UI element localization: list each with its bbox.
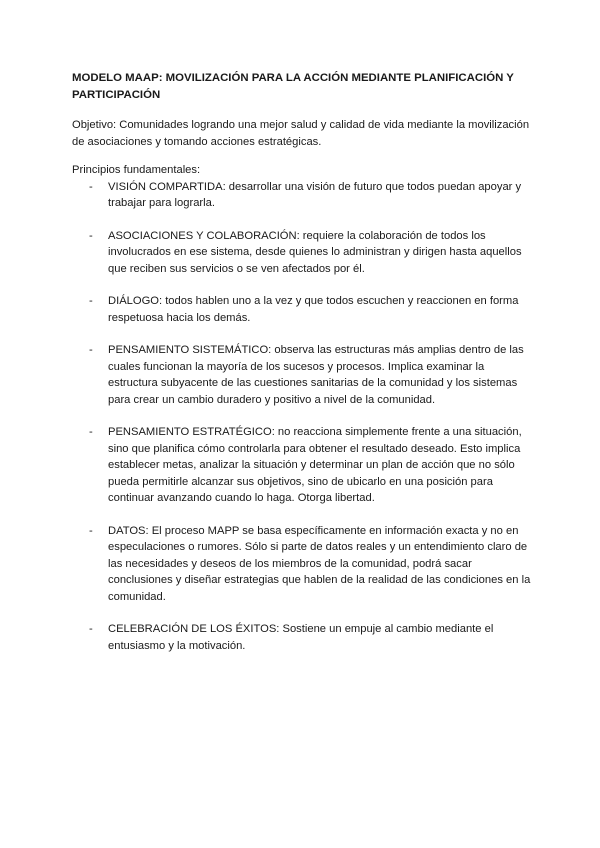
principle-pensamiento-sistematico bbox=[72, 342, 534, 408]
bullet-dash: - bbox=[89, 344, 93, 356]
bullet-dash: - bbox=[89, 524, 93, 537]
principle-text: PENSAMIENTO SISTEMÁTICO: observa las estructuras más amplias dentro de las cuales funcionan la mayoría de los sucesos y procesos. Implica examinar la estructura subyacente de las cuestiones sanitarias de la comunidad y los sistemas para crear un cambio duradero y positivo a nivel de la comunidad. bbox=[108, 344, 524, 406]
principle-pensamiento-estrategico bbox=[72, 424, 534, 507]
bullet-dash: - bbox=[89, 426, 93, 438]
principle-text: PENSAMIENTO ESTRATÉGICO: no reacciona simplemente frente a una situación, sino que planifica cómo controlarla para obtener el resultado deseado. Esto implica establecer metas, analizar la situación y determinar un plan de acción que no sólo pueda permitirle alcanzar sus objetivos, sino de ubicarlo en una posición para continuar avanzando cuando lo haga. Otorga libertad. bbox=[108, 426, 522, 504]
principles-heading: Principios fundamentales: bbox=[72, 164, 201, 176]
principle-text: CELEBRACIÓN DE LOS ÉXITOS: Sostiene un empuje al cambio mediante el entusiasmo y la motivación. bbox=[108, 623, 494, 652]
principle-text: VISIÓN COMPARTIDA: desarrollar una visión de futuro que todos puedan apoyar y trabajar para lograrla. bbox=[108, 180, 522, 209]
bullet-dash: - bbox=[89, 229, 93, 242]
bullet-dash: - bbox=[89, 623, 93, 635]
objective-paragraph: Objetivo: Comunidades logrando una mejor salud y calidad de vida mediante la movilización de asociaciones y tomando acciones estratégicas. bbox=[72, 119, 530, 148]
principle-text: ASOCIACIONES Y COLABORACIÓN: requiere la colaboración de todos los involucrados en ese sistema, desde quienes lo administran y dirigen hasta aquellos que reciben sus servicios o se ven afectados por él. bbox=[108, 229, 522, 275]
principle-text: DIÁLOGO: todos hablen uno a la vez y que todos escuchen y reaccionen en forma respetuosa hacia los demás. bbox=[108, 295, 519, 324]
principle-vision-compartida bbox=[72, 179, 534, 212]
principle-celebracion-exitos bbox=[72, 621, 534, 654]
principles-list bbox=[72, 179, 534, 655]
bullet-dash: - bbox=[89, 295, 93, 307]
principle-asociaciones bbox=[72, 228, 534, 278]
bullet-dash: - bbox=[89, 180, 93, 193]
document-title: MODELO MAAP: MOVILIZACIÓN PARA LA ACCIÓN MEDIANTE PLANIFICACIÓN Y PARTICIPACIÓN bbox=[72, 72, 514, 101]
document-body bbox=[72, 70, 534, 670]
principle-text: DATOS: El proceso MAPP se basa específicamente en información exacta y no en especulaciones o rumores. Sólo si parte de datos reales y un entendimiento claro de las necesidades y deseos de los miembros de la comunidad, podrá sacar conclusiones y diseñar estrategias que hablen de la realidad de las condiciones en la comunidad. bbox=[108, 524, 531, 603]
principle-dialogo bbox=[72, 293, 534, 326]
principle-datos bbox=[72, 523, 534, 606]
